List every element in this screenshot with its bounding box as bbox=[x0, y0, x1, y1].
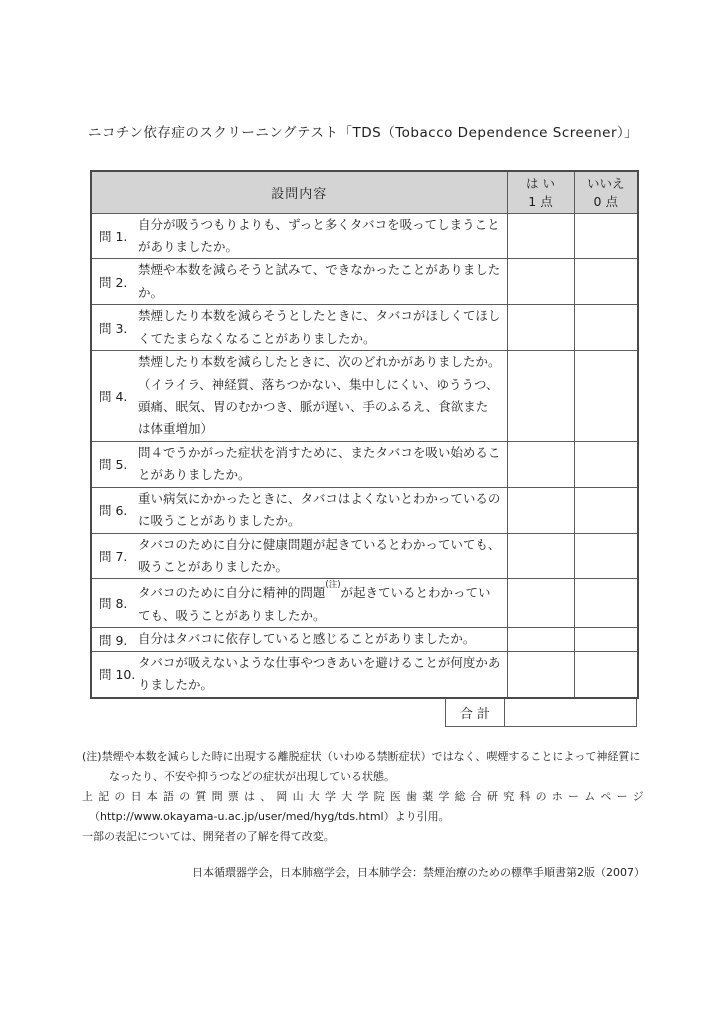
total-value-cell bbox=[505, 699, 637, 727]
question-number: 問 2. bbox=[99, 274, 128, 290]
header-no-label: いいえ bbox=[586, 176, 625, 192]
no-answer-cell bbox=[574, 651, 638, 697]
question-number: 問 1. bbox=[99, 228, 128, 244]
yes-answer-cell bbox=[507, 651, 574, 697]
question-number: 問 9. bbox=[99, 632, 128, 648]
no-answer-cell bbox=[574, 305, 638, 351]
no-answer-cell bbox=[574, 259, 638, 305]
footnote-text: 禁煙や本数を減らした時に出現する離脱症状（いわゆる禁断症状）ではなく、喫煙することによって神経質になったり、不安や抑うつなどの症状が出現している状態。 bbox=[101, 750, 641, 783]
question-text: タバコのために自分に健康問題が起きているとわかっていても、吸うことがありましたか。 bbox=[138, 536, 501, 574]
question-number: 問 8. bbox=[99, 596, 128, 612]
question-number: 問 5. bbox=[99, 457, 128, 473]
footnotes-block bbox=[82, 747, 649, 847]
header-row bbox=[91, 171, 638, 213]
source-note: 上記の日本語の質問票は、岡山大学大学院医歯薬学総合研究科のホームページ bbox=[82, 790, 649, 803]
yes-answer-cell bbox=[507, 487, 574, 533]
footnote-note bbox=[82, 747, 645, 787]
total-row bbox=[90, 699, 637, 727]
question-number: 問 3. bbox=[99, 320, 128, 336]
no-answer-cell bbox=[574, 579, 638, 628]
total-label: 合 計 bbox=[445, 699, 505, 727]
question-text: 禁煙や本数を減らそうと試みて、できなかったことがありましたか。 bbox=[138, 262, 501, 300]
no-answer-cell bbox=[574, 213, 638, 259]
yes-answer-cell bbox=[507, 213, 574, 259]
no-answer-cell bbox=[574, 487, 638, 533]
question-text: 自分はタバコに依存していると感じることがありましたか。 bbox=[138, 631, 476, 647]
yes-answer-cell bbox=[507, 351, 574, 442]
question-row-10 bbox=[91, 651, 638, 697]
header-question-content: 設問内容 bbox=[91, 171, 507, 213]
header-yes-label: は い bbox=[526, 176, 555, 192]
question-number: 問 7. bbox=[99, 548, 128, 564]
question-text: 重い病気にかかったときに、タバコはよくないとわかっているのに吸うことがありましたか。 bbox=[138, 490, 501, 529]
page-title: ニコチン依存症のスクリーニングテスト「TDS（Tobacco Dependence Screener）」 bbox=[88, 125, 639, 141]
modification-note: 一部の表記については、開発者の了解を得て改変。 bbox=[82, 830, 335, 843]
question-row-9 bbox=[91, 628, 638, 651]
question-text-before-note: タバコのために自分に精神的問題 bbox=[138, 585, 326, 601]
question-number: 問 6. bbox=[99, 503, 128, 519]
yes-answer-cell bbox=[507, 441, 574, 487]
question-row-4 bbox=[91, 351, 638, 442]
question-row-6 bbox=[91, 487, 638, 533]
question-text: タバコが吸えないような仕事やつきあいを避けることが何度かありましたか。 bbox=[138, 654, 501, 693]
footnote-marker: (注) bbox=[82, 750, 102, 763]
question-text: 禁煙したり本数を減らそうとしたときに、タバコがほしくてほしくてたまらなくなることがありましたか。 bbox=[138, 308, 501, 346]
header-yes-column bbox=[507, 171, 574, 213]
no-answer-cell bbox=[574, 628, 638, 651]
question-text bbox=[138, 579, 501, 627]
no-answer-cell bbox=[574, 441, 638, 487]
question-row-8 bbox=[91, 579, 638, 628]
yes-answer-cell bbox=[507, 305, 574, 351]
header-yes-points: 1 点 bbox=[528, 194, 553, 210]
no-answer-cell bbox=[574, 351, 638, 442]
yes-answer-cell bbox=[507, 579, 574, 628]
yes-answer-cell bbox=[507, 259, 574, 305]
question-number: 問 4. bbox=[99, 388, 128, 404]
header-no-points: 0 点 bbox=[593, 194, 618, 210]
question-number: 問 10. bbox=[99, 667, 136, 683]
header-no-column bbox=[574, 171, 638, 213]
question-row-2 bbox=[91, 259, 638, 305]
question-row-3 bbox=[91, 305, 638, 351]
footnote-reference: (注) bbox=[325, 580, 341, 591]
question-row-1 bbox=[91, 213, 638, 259]
question-text: 禁煙したり本数を減らしたときに、次のどれかがありましたか。 bbox=[138, 354, 501, 370]
question-text-after-note: が起きているとわかっていても、吸うことがありましたか。 bbox=[138, 585, 491, 623]
no-answer-cell bbox=[574, 533, 638, 579]
yes-answer-cell bbox=[507, 628, 574, 651]
question-row-5 bbox=[91, 441, 638, 487]
url-note: （http://www.okayama-u.ac.jp/user/med/hyg/tds.html）より引用。 bbox=[89, 810, 450, 823]
citation-line: 日本循環器学会，日本肺癌学会，日本肺学会：禁煙治療のための標準手順書第2版（2007） bbox=[192, 866, 645, 879]
tds-question-table bbox=[90, 170, 637, 727]
yes-answer-cell bbox=[507, 533, 574, 579]
question-text-parenthetical: （イライラ、神経質、落ちつかない、集中しにくい、ゆううつ、頭痛、眠気、胃のむかつき、脈が遅い、手のふるえ、食欲または体重増加） bbox=[138, 376, 499, 437]
question-row-7 bbox=[91, 533, 638, 579]
question-text: 問４でうかがった症状を消すために、またタバコを吸い始めることがありましたか。 bbox=[138, 444, 501, 483]
question-text: 自分が吸うつもりよりも、ずっと多くタバコを吸ってしまうことがありましたか。 bbox=[138, 216, 500, 254]
